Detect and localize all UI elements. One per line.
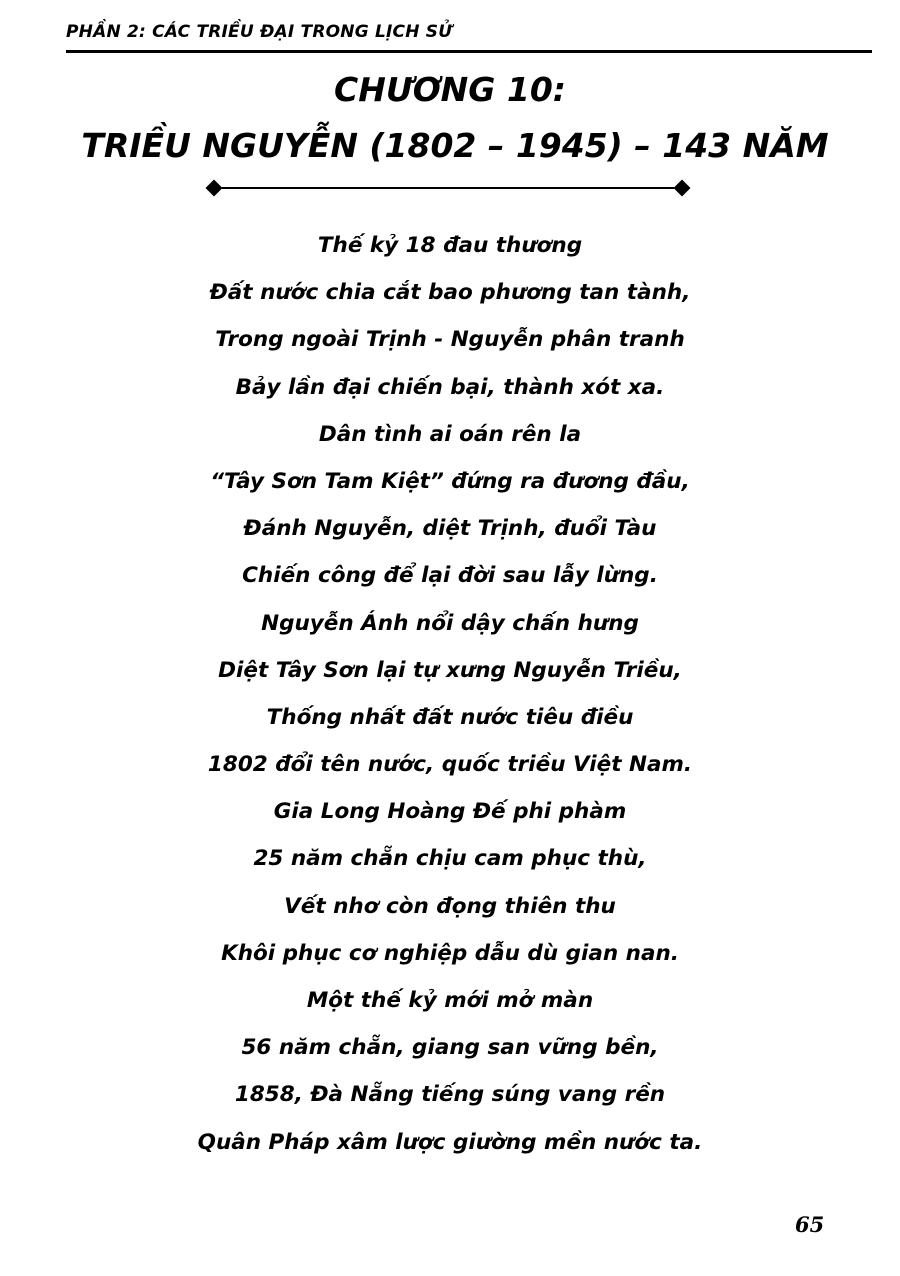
poem-line: 1858, Đà Nẵng tiếng súng vang rền <box>234 1082 666 1108</box>
poem-line: Nguyễn Ánh nổi dậy chấn hưng <box>261 610 639 636</box>
poem-line: Thế kỷ 18 đau thương <box>317 233 583 258</box>
right-diamond-icon <box>674 180 691 197</box>
poem-line: 25 năm chẵn chịu cam phục thù, <box>253 846 647 872</box>
poem-line: Trong ngoài Trịnh - Nguyễn phân tranh <box>215 327 685 353</box>
chapter-title: TRIỀU NGUYỄN (1802 – 1945) – 143 NĂM <box>81 126 829 165</box>
poem-line: 1802 đổi tên nước, quốc triều Việt Nam. <box>207 752 693 778</box>
poem-line: Vết nhơ còn đọng thiên thu <box>284 893 616 919</box>
page-number: 65 <box>795 1212 825 1237</box>
poem-line: Khôi phục cơ nghiệp dẫu dù gian nan. <box>221 940 679 966</box>
left-diamond-icon <box>206 180 223 197</box>
poem-line: Quân Pháp xâm lược giường mền nước ta. <box>197 1129 703 1155</box>
poem-line: Chiến công để lại đời sau lẫy lừng. <box>242 563 658 589</box>
poem-line: 56 năm chẵn, giang san vững bền, <box>241 1035 659 1061</box>
poem-line: Một thế kỷ mới mở màn <box>306 988 594 1013</box>
poem-line: Bảy lần đại chiến bại, thành xót xa. <box>235 374 665 400</box>
poem-line: Đánh Nguyễn, diệt Trịnh, đuổi Tàu <box>243 516 657 542</box>
chapter-number: CHƯƠNG 10: <box>334 70 566 109</box>
poem-line: Thống nhất đất nước tiêu điều <box>266 704 634 730</box>
poem <box>0 222 900 1166</box>
poem-line: Dân tình ai oán rên la <box>318 421 582 447</box>
header-rule <box>66 50 872 53</box>
poem-line: Đất nước chia cắt bao phương tan tành, <box>209 280 691 306</box>
poem-line: Diệt Tây Sơn lại tự xưng Nguyễn Triều, <box>218 657 682 683</box>
diamond-divider-ornament <box>204 178 692 202</box>
running-header: PHẦN 2: CÁC TRIỀU ĐẠI TRONG LỊCH SỬ <box>66 22 453 42</box>
poem-line: Gia Long Hoàng Đế phi phàm <box>273 799 627 825</box>
poem-line: “Tây Sơn Tam Kiệt” đứng ra đương đầu, <box>210 468 690 494</box>
